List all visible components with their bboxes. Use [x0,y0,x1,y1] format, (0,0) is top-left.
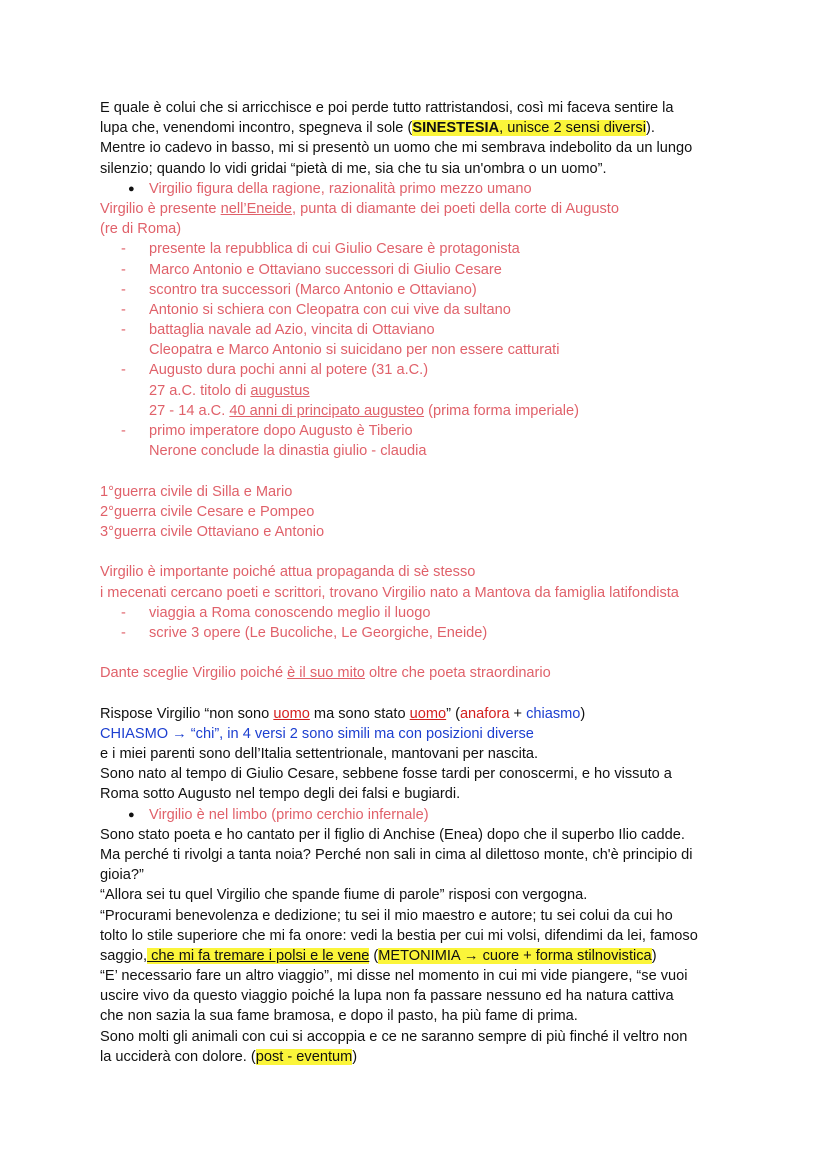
dash-item [100,360,740,380]
text-line: tolto lo stile superiore che mi fa onore: vedi la bestia per cui mi volsi, difendimi da lei, famoso [100,927,698,944]
text-line: “Allora sei tu quel Virgilio che spande fiume di parole” risposi con vergogna. [100,887,588,904]
text-span: ( [369,947,379,964]
text-span: 27 a.C. titolo di [149,382,251,399]
text-span: ma sono stato [309,705,410,722]
underlined-text: è il suo mito [287,665,365,682]
text-line: i mecenati cercano poeti e scrittori, trovano Virgilio nato a Mantova da famiglia latifondista [100,584,679,601]
dash-marker: - [121,261,126,278]
text-line [100,199,740,219]
underlined-text: augustus [250,382,310,399]
war-line: 1°guerra civile di Silla e Mario [100,483,293,500]
dash-item [100,260,740,280]
dash-continuation [100,401,740,421]
text-span: 27 - 14 a.C. [149,402,230,419]
dash-text: battaglia navale ad Azio, vincita di Ottaviano [149,322,435,339]
underlined-text: nell’Eneide [220,200,293,217]
dash-item [100,320,740,340]
dash-item [100,280,740,300]
text-span: ” ( [446,705,460,722]
dash-text: Marco Antonio e Ottaviano successori di Giulio Cesare [149,261,502,278]
text-line: Sono nato al tempo di Giulio Cesare, sebbene fosse tardi per conoscermi, e ho vissuto a [100,766,672,783]
dash-marker: - [121,423,126,439]
highlight-post-eventum: post - eventum [255,1048,353,1065]
text-line: Ma perché ti rivolgi a tanta noia? Perché non sali in cima al dilettoso monte, ch'è principio di [100,846,693,863]
dash-text: scrive 3 opere (Le Bucoliche, Le Georgiche, Eneide) [149,624,488,641]
text-line [100,1047,740,1067]
bullet-item [100,805,740,825]
text-span: ) [352,1048,358,1065]
bullet-dot-icon: ● [128,808,135,821]
dash-marker: - [121,322,126,339]
text-line: che non sazia la sua fame bramosa, e dopo il pasto, ha più fame di prima. [100,1008,578,1025]
text-span: la ucciderà con dolore. ( [100,1048,256,1065]
highlight-metonimia: METONIMIA → cuore + forma stilnovistica [378,947,652,964]
highlight-sinestesia: SINESTESIA [412,120,500,137]
bullet-dot-icon: ● [128,182,135,195]
underlined-text: 40 anni di principato augusteo [229,402,425,419]
dash-item [100,300,740,320]
text-line [100,704,740,724]
text-span: ) [651,947,657,964]
bullet-text: Virgilio è nel limbo (primo cerchio infernale) [149,806,429,823]
text-line: silenzio; quando lo vidi gridai “pietà di me, sia che tu sia un'ombra o un uomo”. [100,160,607,177]
dash-text: scontro tra successori (Marco Antonio e Ottaviano) [149,281,477,298]
text-line: Roma sotto Augusto nel tempo degli dei falsi e bugiardi. [100,786,461,803]
text-line: Sono molti gli animali con cui si accoppia e ce ne saranno sempre di più finché il veltro non [100,1028,688,1045]
text-span: (prima forma imperiale) [424,402,579,419]
dash-marker: - [121,604,126,621]
anafora-label: anafora [459,705,510,722]
text-span: Dante sceglie Virgilio poiché [100,665,288,682]
dash-continuation: Cleopatra e Marco Antonio si suicidano per non essere catturati [149,342,560,359]
text-span: lupa che, venendomi incontro, spegneva il sole ( [100,120,413,137]
dash-marker: - [121,624,126,641]
text-line: gioia?” [100,867,144,884]
text-line: “Procurami benevolenza e dedizione; tu sei il mio maestro e autore; tu sei colui da cui ho [100,907,673,924]
document-page [100,98,740,1067]
text-line: e i miei parenti sono dell’Italia settentrionale, mantovani per nascita. [100,746,539,762]
text-span: Rispose Virgilio “non sono [100,705,274,722]
war-line: 2°guerra civile Cesare e Pompeo [100,503,315,520]
war-line: 3°guerra civile Ottaviano e Antonio [100,523,325,540]
dash-continuation: Nerone conclude la dinastia giulio - claudia [149,443,427,460]
dash-text: presente la repubblica di cui Giulio Cesare è protagonista [149,241,520,258]
text-line: E quale è colui che si arricchisce e poi perde tutto rattristandosi, così mi faceva sentire la [100,100,674,116]
text-line: Virgilio è importante poiché attua propaganda di sè stesso [100,564,476,581]
dash-item [100,239,740,259]
text-span: , punta di diamante dei poeti della corte di Augusto [292,200,619,217]
text-line [100,946,740,966]
dash-marker: - [121,281,126,298]
text-line: Mentre io cadevo in basso, mi si presentò un uomo che mi sembrava indebolito da un lungo [100,140,693,157]
highlight-note: , unisce 2 sensi diversi [499,120,646,137]
dash-marker: - [121,362,126,379]
text-line [100,663,740,683]
dash-marker: - [121,241,126,258]
dash-text: viaggia a Roma conoscendo meglio il luogo [149,604,431,621]
text-span: Virgilio è presente [100,200,221,217]
text-span: saggio, [100,947,148,964]
text-line: uscire vivo da questo viaggio poiché la lupa non fa passare nessuno ed ha natura cattiva [100,988,674,1005]
dash-item [100,421,740,441]
highlight-quote: che mi fa tremare i polsi e le vene [147,947,370,964]
dash-text: Antonio si schiera con Cleopatra con cui vive da sultano [149,301,511,318]
bullet-item [100,179,740,199]
dash-item [100,623,740,643]
underlined-uomo: uomo [273,705,310,722]
chiasmo-label: chiasmo [526,705,581,722]
text-line [100,118,740,138]
bullet-text: Virgilio figura della ragione, razionalità primo mezzo umano [149,180,532,197]
dash-text: Augusto dura pochi anni al potere (31 a.C.) [149,362,429,379]
text-span: ) [580,705,586,722]
text-span: ). [645,120,655,137]
dash-text: primo imperatore dopo Augusto è Tiberio [149,423,413,439]
text-line: “E’ necessario fare un altro viaggio”, mi disse nel momento in cui mi vide piangere, “se vuoi [100,968,688,985]
text-line: Sono stato poeta e ho cantato per il figlio di Anchise (Enea) dopo che il superbo Ilio cadde. [100,826,685,843]
dash-continuation [100,381,740,401]
text-line: CHIASMO → “chi”, in 4 versi 2 sono simili ma con posizioni diverse [100,725,534,742]
text-span: oltre che poeta straordinario [365,665,551,682]
text-line: (re di Roma) [100,221,182,238]
dash-item [100,603,740,623]
underlined-uomo: uomo [409,705,447,722]
dash-marker: - [121,301,126,318]
text-span: + [509,705,527,722]
